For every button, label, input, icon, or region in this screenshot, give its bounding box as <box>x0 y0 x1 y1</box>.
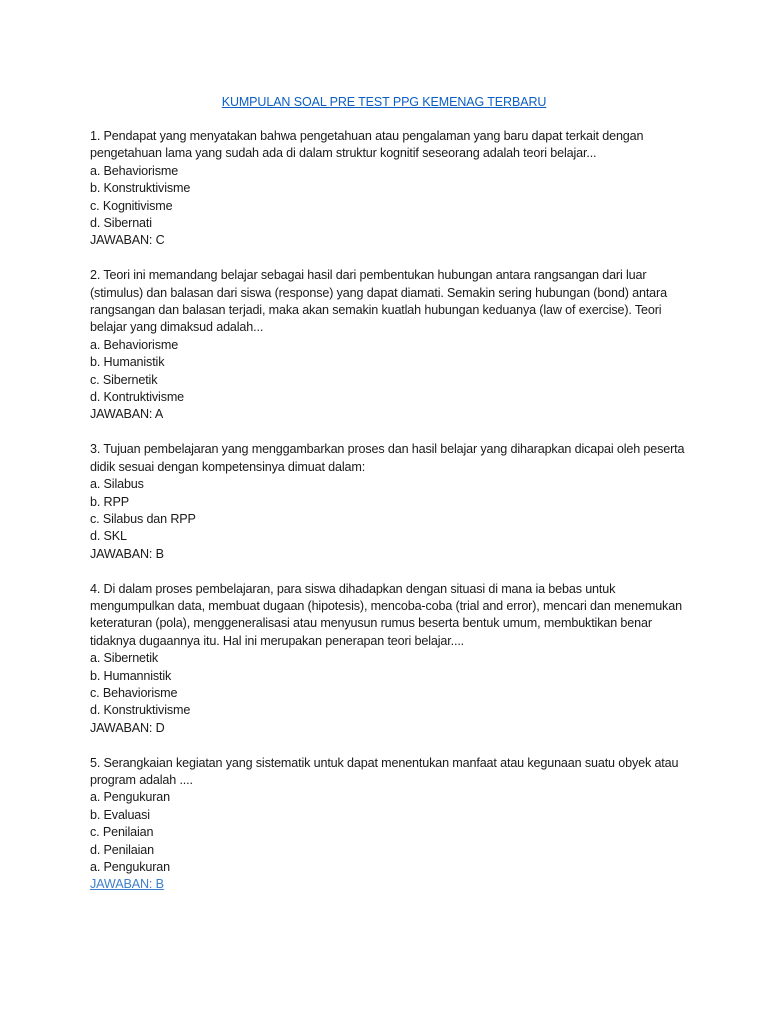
option: c. Kognitivisme <box>90 198 173 213</box>
answer-text: JAWABAN: A <box>90 407 164 422</box>
question-text: 5. Serangkaian kegiatan yang sistematik untuk dapat menentukan manfaat atau kegunaan suatu obyek atau program adalah .... <box>90 755 679 787</box>
option: d. SKL <box>90 529 127 544</box>
option: c. Behaviorisme <box>90 685 178 700</box>
option: d. Konstruktivisme <box>90 703 191 718</box>
option: a. Behaviorisme <box>90 337 179 352</box>
question-text: 1. Pendapat yang menyatakan bahwa pengetahuan atau pengalaman yang baru dapat terkait dengan pengetahuan lama yang sudah ada di dalam struktur kognitif seseorang adalah teori belajar... <box>90 129 644 161</box>
option: c. Silabus dan RPP <box>90 511 196 526</box>
option: b. Humanistik <box>90 355 165 370</box>
question-5 <box>90 755 690 894</box>
question-4 <box>90 581 690 738</box>
option: a. Pengukuran <box>90 860 170 874</box>
question-3 <box>90 441 690 563</box>
answer-text: JAWABAN: C <box>90 233 165 248</box>
option: c. Sibernetik <box>90 372 158 387</box>
title-link[interactable]: KUMPULAN SOAL PRE TEST PPG KEMENAG TERBARU <box>221 95 547 109</box>
option: d. Penilaian <box>90 842 155 857</box>
question-text: 4. Di dalam proses pembelajaran, para siswa dihadapkan dengan situasi di mana ia bebas untuk mengumpulkan data, membuat dugaan (hipotesis), mencoba-coba (trial and error), mencari dan menemukan keteraturan (pola), menggeneralisasi atau menyusun rumus beserta bentuk umum, membuktikan benar tidaknya dugaannya itu. Hal ini merupakan penerapan teori belajar.... <box>90 581 682 648</box>
option: a. Sibernetik <box>90 651 159 666</box>
question-list <box>90 128 690 911</box>
option: b. RPP <box>90 494 129 509</box>
option: a. Silabus <box>90 477 144 492</box>
option: d. Kontruktivisme <box>90 390 185 405</box>
option: b. Konstruktivisme <box>90 181 191 196</box>
document-title <box>0 94 768 110</box>
answer-text: JAWABAN: B <box>90 546 164 561</box>
option: c. Penilaian <box>90 825 154 840</box>
answer-text: JAWABAN: D <box>90 720 165 735</box>
question-2 <box>90 267 690 424</box>
answer-link[interactable]: JAWABAN: B <box>90 877 164 892</box>
option: a. Behaviorisme <box>90 163 179 178</box>
question-1 <box>90 128 690 250</box>
question-text: 3. Tujuan pembelajaran yang menggambarkan proses dan hasil belajar yang diharapkan dicapai oleh peserta didik sesuai dengan kompetensinya dimuat dalam: <box>90 442 685 474</box>
option: b. Humannistik <box>90 668 172 683</box>
option: a. Pengukuran <box>90 790 170 805</box>
option: b. Evaluasi <box>90 807 150 822</box>
option: d. Sibernati <box>90 216 152 231</box>
question-text: 2. Teori ini memandang belajar sebagai hasil dari pembentukan hubungan antara rangsangan dari luar (stimulus) dan balasan dari siswa (response) yang dapat diamati. Semakin sering hubungan (bond) antara rangsangan dan balasan terjadi, maka akan semakin kuatlah hubungan keduanya (law of exercise). Teori belajar yang dimaksud adalah... <box>90 268 667 335</box>
